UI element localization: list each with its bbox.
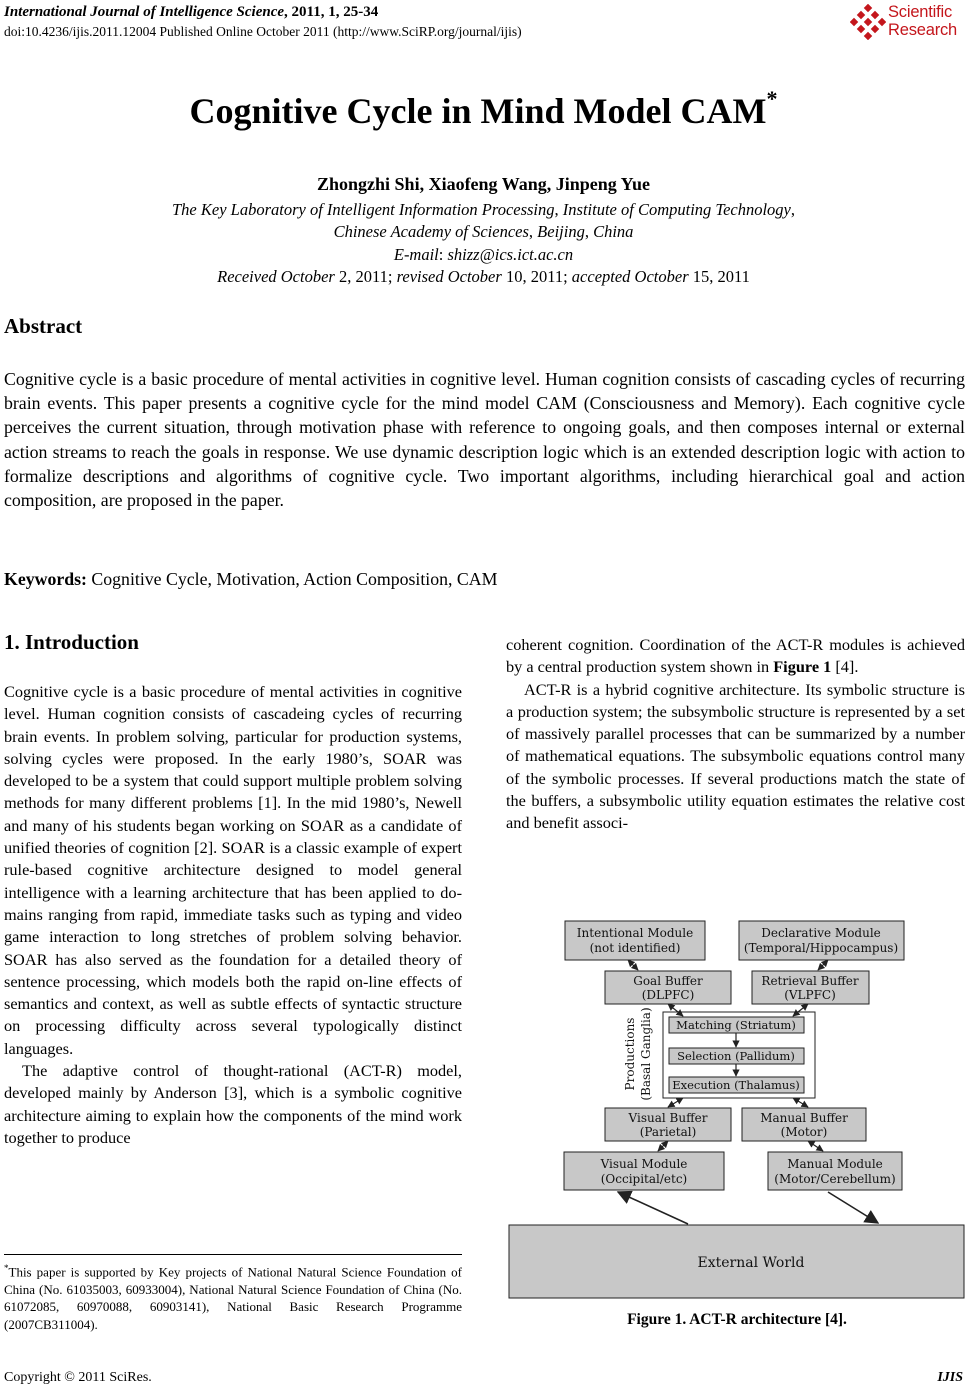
logo-text-line1: Scientific bbox=[888, 3, 953, 21]
affiliation-line-1 bbox=[0, 200, 967, 220]
journal-volume: , 2011, 1, 25-34 bbox=[284, 4, 379, 20]
keywords-label: Keywords: bbox=[4, 569, 87, 589]
aff-city: Beijing bbox=[537, 222, 585, 241]
title-text: Cognitive Cycle in Mind Model CAM bbox=[189, 91, 767, 131]
aff-sep: , bbox=[528, 222, 538, 241]
para-text: [4]. bbox=[831, 657, 859, 677]
aff-sep: , bbox=[554, 200, 563, 219]
revised-label: revised October bbox=[396, 267, 502, 286]
visual-module-sublabel: (Occipital/etc) bbox=[600, 1172, 688, 1186]
received-date: 2, 2011; bbox=[334, 267, 397, 286]
manual-module-label: Manual Module bbox=[787, 1157, 883, 1171]
received-label: Received October bbox=[217, 267, 335, 286]
keywords-list: Cognitive Cycle, Motivation, Action Composition, CAM bbox=[86, 569, 498, 589]
footer-journal-abbr: IJIS bbox=[937, 1370, 963, 1385]
journal-header bbox=[4, 4, 378, 21]
right-column bbox=[506, 634, 965, 835]
external-world-label: External World bbox=[697, 1255, 805, 1271]
execution-label: Execution (Thalamus) bbox=[672, 1078, 800, 1092]
productions-label: Productions bbox=[623, 1017, 637, 1091]
keywords bbox=[4, 569, 497, 590]
visual-buffer-label: Visual Buffer bbox=[628, 1111, 708, 1125]
visual-buffer-sublabel: (Parietal) bbox=[639, 1125, 697, 1139]
productions-sublabel: (Basal Ganglia) bbox=[639, 1007, 653, 1101]
section-heading-introduction: 1. Introduction bbox=[4, 630, 139, 654]
left-column bbox=[4, 681, 462, 1149]
authors: Zhongzhi Shi, Xiaofeng Wang, Jinpeng Yue bbox=[317, 174, 650, 194]
aff-country: China bbox=[593, 222, 634, 241]
manual-buffer-label: Manual Buffer bbox=[760, 1111, 848, 1125]
email-sep: : bbox=[438, 245, 448, 264]
email-address[interactable]: shizz@ics.ict.ac.cn bbox=[447, 245, 574, 264]
paper-title bbox=[0, 86, 967, 132]
title-footnote-mark: * bbox=[766, 86, 778, 111]
publisher-logo bbox=[850, 2, 965, 42]
retrieval-buffer-sublabel: (VLPFC) bbox=[784, 988, 836, 1002]
footer-copyright: Copyright © 2011 SciRes. bbox=[4, 1370, 152, 1385]
footnote-mark: * bbox=[4, 1263, 9, 1273]
aff-sep: , bbox=[790, 200, 795, 219]
matching-label: Matching (Striatum) bbox=[676, 1018, 796, 1032]
declarative-module-label: Declarative Module bbox=[761, 926, 881, 940]
journal-name: International Journal of Intelligence Science bbox=[4, 4, 285, 20]
selection-label: Selection (Pallidum) bbox=[677, 1049, 795, 1063]
dates-line bbox=[0, 267, 967, 287]
aff-academy: Chinese Academy of Sciences bbox=[333, 222, 529, 241]
footnote-rule bbox=[4, 1254, 462, 1255]
logo-text-line2: Research bbox=[888, 21, 958, 39]
visual-module-label: Visual Module bbox=[600, 1157, 688, 1171]
accepted-date: 15, 2011 bbox=[688, 267, 750, 286]
manual-module-sublabel: (Motor/Cerebellum) bbox=[774, 1172, 896, 1186]
retrieval-buffer-label: Retrieval Buffer bbox=[761, 974, 859, 988]
figure-caption: Figure 1. ACT-R architecture [4]. bbox=[627, 1311, 847, 1328]
revised-date: 10, 2011; bbox=[501, 267, 572, 286]
intro-paragraph-2: The adaptive control of thought-rational (ACT-R) model, developed mainly by Anderson [3], which is a symbolic cognitive architecture aiming to explain how the components of the mind work together to produce bbox=[4, 1061, 462, 1147]
accepted-label: accepted October bbox=[571, 267, 689, 286]
goal-buffer-label: Goal Buffer bbox=[633, 974, 703, 988]
intro-paragraph-2-cont bbox=[506, 634, 965, 679]
goal-buffer-sublabel: (DLPFC) bbox=[641, 988, 695, 1002]
intro-paragraph-1: Cognitive cycle is a basic procedure of mental activities in cognitive level. Human cognition consists of cascadeing cycles of recurring brain events. In problem solving, particular for production systems, solving cycles were proposed. In the early 1980’s, SOAR was developed to be a system that could support multiple problem solving methods for many different problems [1]. In the mid 1980’s, Newell and many of his students began working on SOAR as a candidate of unified theories of cognition [2]. SOAR is a classic example of expert rule-based cognitive architecture designed to model general intelligence with a learning architecture that has been applied to domains ranging from rapid, immediate tasks such as typing and video game interaction to long stretches of problem solving behavior. SOAR has also served as the foundation for a detailed theory of sentence processing, which models both the rapid on-line effects of semantics and context, as well as subtle effects of syntactic structure on processing difficulty across several typologically distinct languages. bbox=[4, 682, 462, 1058]
aff-lab: The Key Laboratory of Intelligent Information Processing bbox=[172, 200, 555, 219]
intentional-module-sublabel: (not identified) bbox=[589, 941, 681, 955]
declarative-module-sublabel: (Temporal/Hippocampus) bbox=[743, 941, 899, 955]
abstract-heading: Abstract bbox=[4, 314, 83, 338]
email-line bbox=[0, 245, 967, 265]
intentional-module-label: Intentional Module bbox=[576, 926, 694, 940]
footnote bbox=[4, 1260, 462, 1333]
intro-paragraph-3: ACT-R is a hybrid cognitive architecture. Its symbolic structure is a production system; the subsymbolic structure is represented by a set of massively parallel processes that can be summarized by a number of mathematical equations. The subsymbolic equations control many of the symbolic processes. If several productions match the state of the buffers, a subsymbolic utility equation estimates the relative cost and benefit associ- bbox=[506, 679, 965, 833]
para-text: coherent cognition. Coordination of the ACT-R modules is achieved by a central production system shown in bbox=[506, 635, 965, 677]
aff-sep: , bbox=[584, 222, 594, 241]
doi-line: doi:10.4236/ijis.2011.12004 Published Online October 2011 (http://www.SciRP.org/journal/ijis) bbox=[4, 24, 522, 39]
figure-act-r-architecture bbox=[508, 912, 966, 1300]
figure-reference-link[interactable]: Figure 1 bbox=[773, 657, 832, 677]
email-label: E-mail bbox=[393, 245, 439, 264]
aff-institute: Institute of Computing Technology bbox=[562, 200, 791, 219]
manual-buffer-sublabel: (Motor) bbox=[780, 1125, 828, 1139]
affiliation-line-2 bbox=[0, 222, 967, 242]
logo-mark-icon bbox=[850, 4, 886, 40]
abstract-text: Cognitive cycle is a basic procedure of mental activities in cognitive level. Human cognition consists of cascading cycles of recurring brain events. This paper presents a cognitive cycle for the mind model CAM (Consciousness and Memory). Each cognitive cycle perceives the current situation, through motivation phase with reference to ongoing goals, and then composes internal or external action streams to reach the goals in response. We use dynamic description logic which is an extended description logic with action to formalize descriptions and algorithms of cognitive cycle. Two important algorithms, including hierarchical goal and action composition, are proposed in the paper. bbox=[4, 369, 965, 511]
footnote-text: This paper is supported by Key projects of National Natural Science Foundation of China (No. 61035003, 60933004), National Natural Science Foundation of China (No. 61072085, 60970088, 60903141), National Basic Research Programme (2007CB311004). bbox=[4, 1264, 462, 1332]
